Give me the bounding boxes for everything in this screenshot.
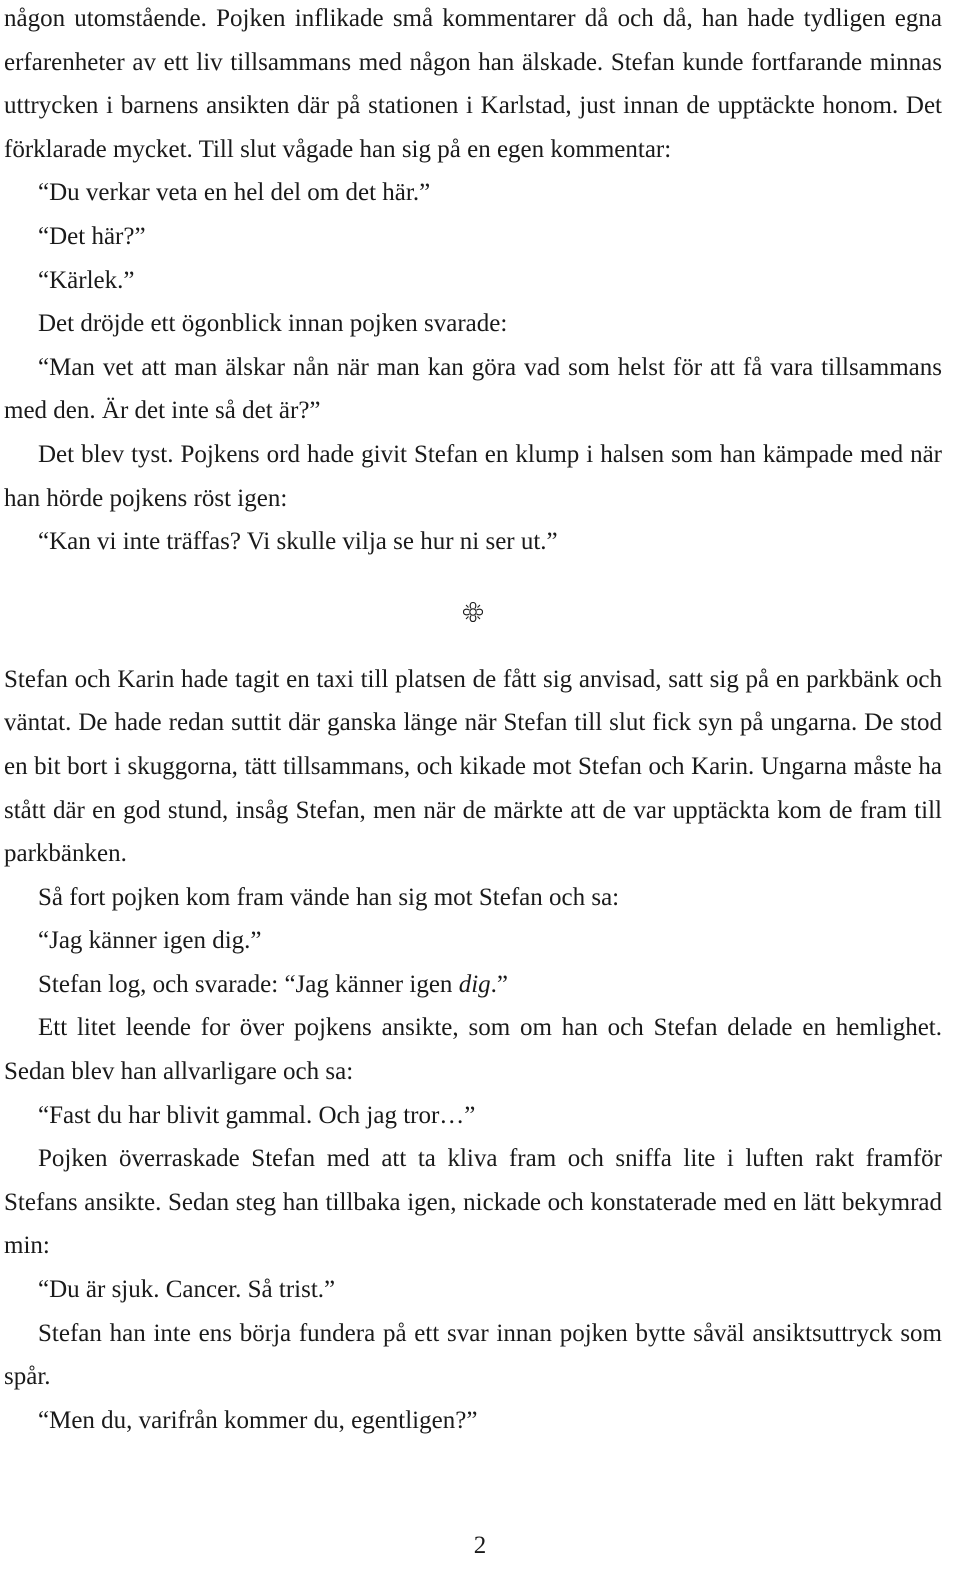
dialogue-line: “Men du, varifrån kommer du, egentligen?” <box>38 1406 478 1434</box>
paragraph: Ett litet leende for över pojkens ansikte, som om han och Stefan delade en hemlighet. Sedan blev han allvarligare och sa: <box>4 1014 942 1086</box>
book-page <box>4 0 942 1442</box>
text-section-1 <box>4 0 942 564</box>
paragraph-continued: någon utomstående. Pojken inflikade små kommentarer då och då, han hade tydligen egna erfarenheter av ett liv tillsammans med någon han älskade. Stefan kunde fortfarande minnas uttrycken i barnens ansikten där på stationen i Karlstad, just innan de upptäckte honom. Det förklarade mycket. Till slut vågade han sig på en egen kommentar: <box>4 5 942 163</box>
paragraph: Pojken överraskade Stefan med att ta kliva fram och sniffa lite i luften rakt framför Stefans ansikte. Sedan steg han tillbaka igen, nickade och konstaterade med en lätt bekymrad min: <box>4 1145 942 1260</box>
dialogue-line: “Det här?” <box>38 222 146 250</box>
dialogue-line: “Du verkar veta en hel del om det här.” <box>38 179 431 207</box>
paragraph: Stefan han inte ens börja fundera på ett svar innan pojken bytte såväl ansiktsuttryck som spår. <box>4 1319 942 1391</box>
paragraph: Så fort pojken kom fram vände han sig mot Stefan och sa: <box>38 883 620 911</box>
reply-tail: .” <box>490 970 508 998</box>
dialogue-line: “Fast du har blivit gammal. Och jag tror…” <box>38 1101 476 1129</box>
page-number: 2 <box>473 1532 487 1559</box>
rose-ornament-icon <box>460 597 486 624</box>
dialogue-line: “Jag känner igen dig.” <box>38 927 262 955</box>
dialogue-line: “Man vet att man älskar nån när man kan göra vad som helst för att få vara tillsammans med den. Är det inte så det är?” <box>4 353 942 425</box>
dialogue-reply <box>4 963 942 1007</box>
dialogue-line: “Du är sjuk. Cancer. Så trist.” <box>38 1276 336 1304</box>
paragraph: Det blev tyst. Pojkens ord hade givit Stefan en klump i halsen som han kämpade med när han hörde pojkens röst igen: <box>4 440 942 512</box>
dialogue-line: “Kärlek.” <box>38 266 135 294</box>
paragraph: Stefan och Karin hade tagit en taxi till platsen de fått sig anvisad, satt sig på en parkbänk och väntat. De hade redan suttit där ganska länge när Stefan till slut fick syn på ungarna. De stod en bit bort i skuggorna, tätt tillsammans, och kikade mot Stefan och Karin. Ungarna måste ha stått där en god stund, insåg Stefan, men när de märkte att de var upptäckta kom de fram till parkbänken. <box>4 665 942 868</box>
paragraph: Det dröjde ett ögonblick innan pojken svarade: <box>38 310 508 338</box>
text-section-2 <box>4 658 942 1443</box>
section-break <box>4 570 942 652</box>
reply-lead: Stefan log, och svarade: “Jag känner igen <box>38 970 459 998</box>
dialogue-line: “Kan vi inte träffas? Vi skulle vilja se hur ni ser ut.” <box>38 528 558 556</box>
reply-emphasis: dig <box>458 970 491 998</box>
